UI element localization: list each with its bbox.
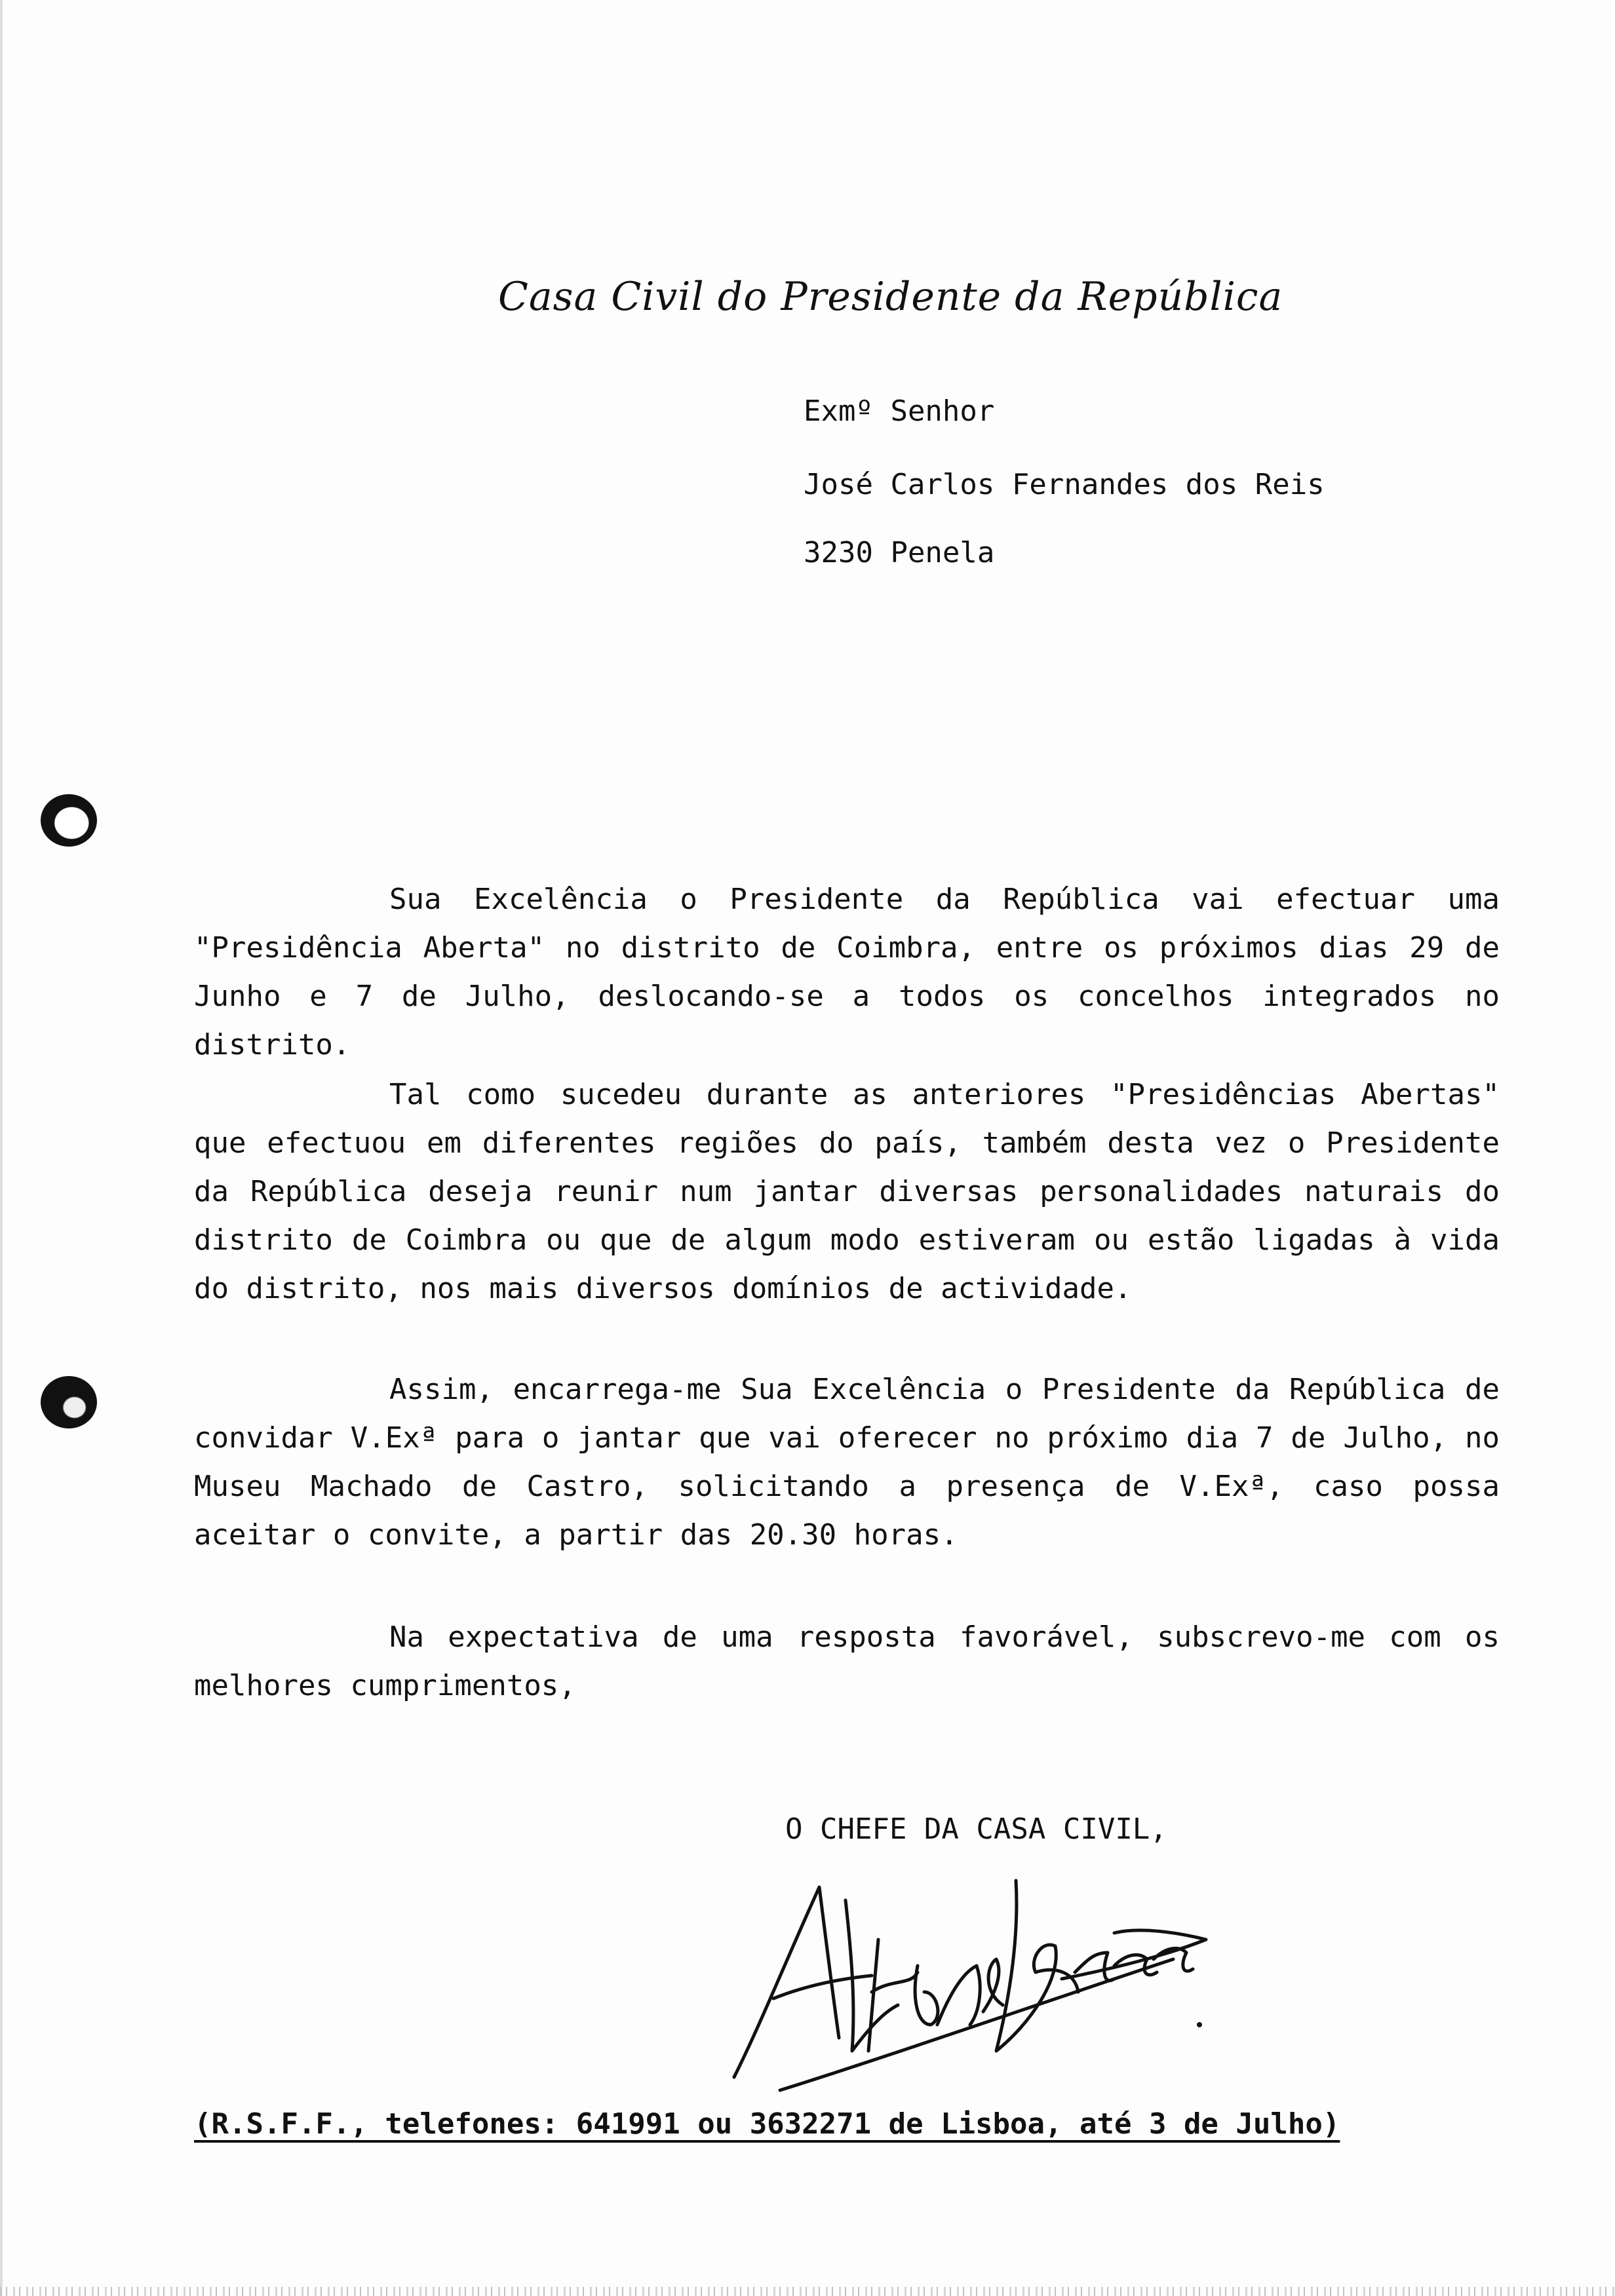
addressee-salutation: Exmº Senhor	[804, 394, 995, 428]
footer-note: (R.S.F.F., telefones: 641991 ou 3632271 de Lisboa, até 3 de Julho)	[194, 2107, 1340, 2141]
punch-hole-icon	[41, 794, 97, 847]
page-edge	[0, 0, 3, 2296]
body-paragraph: Assim, encarrega-me Sua Excelência o Presidente da República de convidar V.Exª para o jantar que vai oferecer no próximo dia 7 de Julho, no Museu Machado de Castro, solicitando a presença de V.Exª, caso possa aceitar o convite, a partir das 20.30 horas.	[194, 1373, 1500, 1552]
addressee-location: 3230 Penela	[804, 536, 995, 569]
scan-noise	[0, 2287, 1615, 2296]
body-paragraph: Sua Excelência o Presidente da República vai efectuar uma "Presidência Aberta" no distrito de Coimbra, entre os próximos dias 29 de Junho e 7 de Julho, deslocando-se a todos os concelhos integrados no distrito.	[194, 883, 1500, 1062]
punch-hole-icon	[41, 1376, 97, 1428]
addressee-name: José Carlos Fernandes dos Reis	[804, 468, 1325, 501]
body-paragraph: Tal como sucedeu durante as anteriores "Presidências Abertas" que efectuou em diferentes regiões do país, também desta vez o Presidente da República deseja reunir num jantar diversas personalidades naturais do distrito de Coimbra ou que de algum modo estiveram ou estão ligadas à vida do distrito, nos mais diversos domínios de actividade.	[194, 1078, 1500, 1305]
letterhead: Casa Civil do Presidente da República	[498, 274, 1283, 320]
signer-title: O CHEFE DA CASA CIVIL,	[785, 1812, 1167, 1846]
body-paragraph: Na expectativa de uma resposta favorável, subscrevo-me com os melhores cumprimentos,	[194, 1620, 1500, 1702]
handwritten-signature	[721, 1861, 1219, 2097]
